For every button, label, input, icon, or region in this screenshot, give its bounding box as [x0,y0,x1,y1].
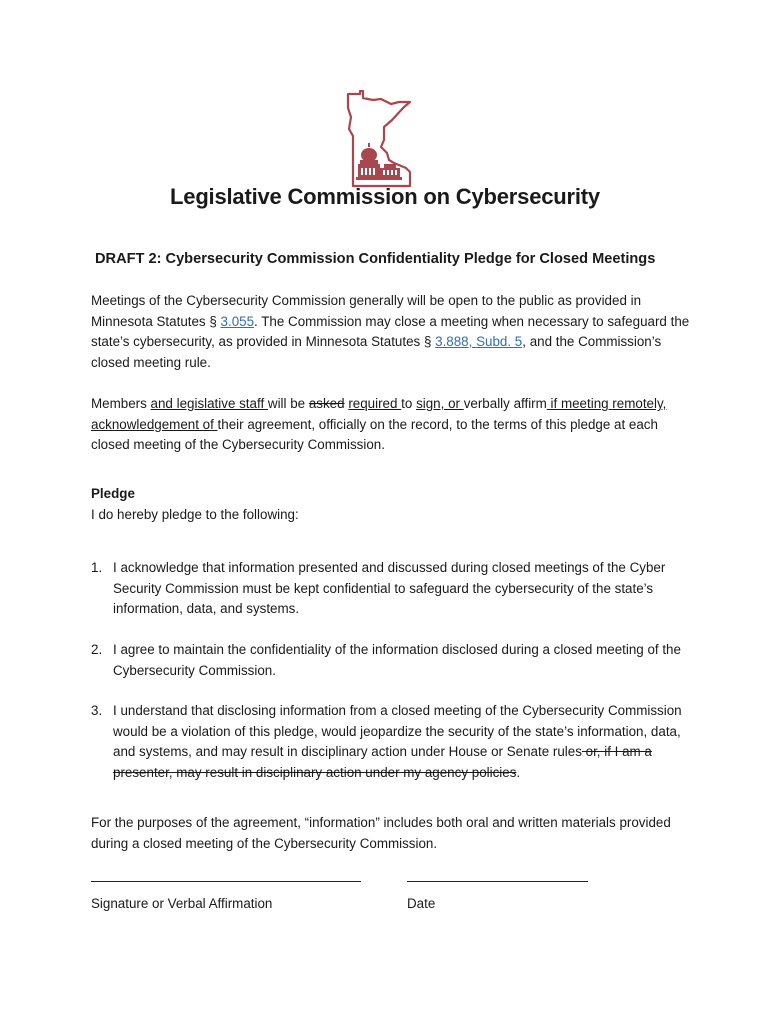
pledge-intro: I do hereby pledge to the following: [91,507,299,522]
minnesota-capitol-icon [344,90,426,190]
members-text-a: Members [91,396,151,411]
date-line [407,881,588,882]
pledge-item-number: 1. [91,560,103,575]
members-paragraph [91,394,691,456]
page-title: Legislative Commission on Cybersecurity [170,184,600,209]
members-insert-staff: and legislative staff [150,396,268,411]
intro-text-1: Meetings of the Cybersecurity Commission generally will be open to the public as provided in Minnesota Statutes § [91,293,642,329]
members-text-g: to [401,396,417,411]
members-insert-remote: if meeting remotely, acknowledgement of [91,396,667,432]
pledge-item-text [113,701,691,783]
signature-line [91,881,361,882]
pledge-item-text: I agree to maintain the confidentiality of the information disclosed during a closed meeting of the Cybersecurity Commission. [113,642,681,678]
intro-paragraph [91,291,691,373]
date-label: Date [407,896,436,911]
pledge-item [91,701,691,783]
pledge-item-3-end: . [516,764,521,780]
pledge-item-text: I acknowledge that information presented and discussed during closed meetings of the Cyber Security Commission must be kept confidential to safeguard the cybersecurity of the state’s information, data, and systems. [113,560,666,616]
pledge-item-3-struck-text: or, if I am a presenter, may result in disciplinary action under my agency policies [113,744,652,780]
purposes-paragraph: For the purposes of the agreement, “information” includes both oral and written materials provided during a closed meeting of the Cybersecurity Commission. [91,815,671,851]
statute-3-055-link[interactable]: 3.055 [220,313,255,329]
members-text-c: will be [267,396,309,411]
pledge-item [91,558,691,620]
pledge-item-3-text: I understand that disclosing information from a closed meeting of the Cybersecurity Commission would be a violation of this pledge, would jeopardize the security of the state’s information, data, and systems, and may result in disciplinary action under House or Senate rules [113,703,682,759]
intro-text-3: , and the Commission’s closed meeting rule. [91,334,662,370]
pledge-item-number: 2. [91,642,103,657]
draft-subtitle: DRAFT 2: Cybersecurity Commission Confidentiality Pledge for Closed Meetings [95,251,656,267]
pledge-heading: Pledge [91,486,135,501]
signature-label: Signature or Verbal Affirmation [91,896,273,911]
pledge-item [91,640,691,681]
members-text-k: their agreement, officially on the record, to the terms of this pledge at each closed meeting of the Cybersecurity Commission. [91,416,658,452]
members-deleted-asked: asked [308,396,345,411]
pledge-item-number: 3. [91,703,103,718]
statute-3-888-link[interactable]: 3.888, Subd. 5 [435,334,523,349]
members-insert-required: required [348,396,402,411]
members-text-i: verbally affirm [463,396,547,411]
intro-text-2: . The Commission may close a meeting when necessary to safeguard the state’s cybersecurity, as provided in Minnesota Statutes § [91,313,690,349]
members-insert-sign: sign, or [416,396,464,411]
